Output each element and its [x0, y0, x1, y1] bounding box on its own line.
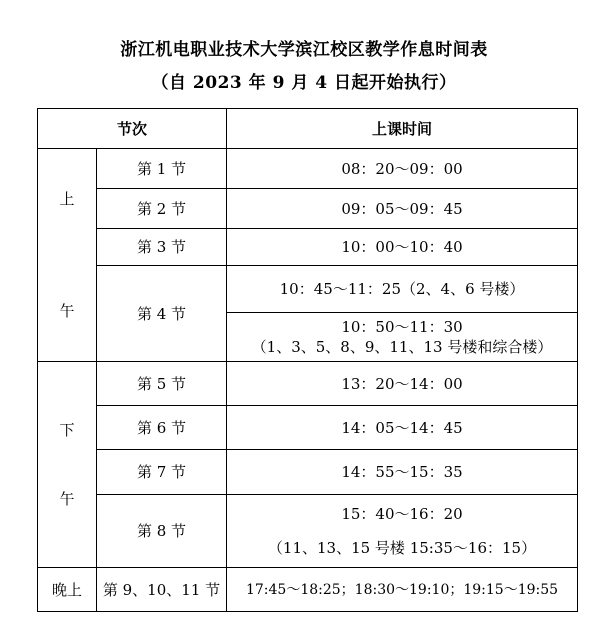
row-time-line2: （11、13、15 号楼 15:35～16：15）: [267, 539, 537, 557]
row-label: 第 2 节: [97, 189, 227, 229]
table-row: [38, 495, 578, 568]
period-morning: [38, 149, 97, 362]
row-time: [227, 495, 578, 568]
row-time: 14：55～15：35: [227, 450, 578, 495]
row-label: 第 1 节: [97, 149, 227, 189]
row-label: 第 4 节: [97, 266, 227, 362]
row-time-line1: 15：40～16：20: [341, 505, 463, 523]
row-label: 第 9、10、11 节: [97, 568, 227, 612]
row-label: 第 6 节: [97, 406, 227, 450]
row-time: 08：20～09：00: [227, 149, 578, 189]
row-time: 13：20～14：00: [227, 362, 578, 406]
table-row: [38, 189, 578, 229]
table-row: [38, 229, 578, 266]
period-morning-char-1: 上: [59, 190, 75, 208]
period-afternoon: [38, 362, 97, 568]
row-time-a: 10：45～11：25（2、4、6 号楼）: [279, 280, 525, 298]
page-subtitle: （自 2023 年 9 月 4 日起开始执行）: [151, 73, 457, 93]
table-row: [38, 149, 578, 189]
table-row: [38, 362, 578, 406]
row-label: 第 3 节: [97, 229, 227, 266]
row-label: 第 7 节: [97, 450, 227, 495]
header-time: 上课时间: [227, 109, 578, 149]
row-time-b-line1: 10：50～11：30: [341, 318, 463, 336]
row-time: 17:45～18:25；18:30～19:10；19:15～19:55: [227, 568, 578, 612]
table-row: [38, 266, 578, 362]
row-time-b: [227, 312, 577, 361]
period-morning-char-2: 午: [59, 302, 75, 320]
table-row: [38, 450, 578, 495]
table-row: [38, 406, 578, 450]
page-title: 浙江机电职业技术大学滨江校区教学作息时间表: [120, 40, 488, 60]
row-time-split: [227, 266, 578, 362]
period-afternoon-char-2: 午: [59, 490, 75, 508]
period-afternoon-char-1: 下: [59, 421, 75, 439]
row-time: 10：00～10：40: [227, 229, 578, 266]
row-time: 14：05～14：45: [227, 406, 578, 450]
row-time: 09：05～09：45: [227, 189, 578, 229]
row-time-b-line2: （1、3、5、8、9、11、13 号楼和综合楼）: [251, 338, 553, 356]
row-label: 第 5 节: [97, 362, 227, 406]
schedule-table: [37, 108, 578, 612]
table-header-row: [38, 109, 578, 149]
row-label: 第 8 节: [97, 495, 227, 568]
period-evening: 晚上: [38, 568, 97, 612]
table-row: [38, 568, 578, 612]
header-section: 节次: [38, 109, 227, 149]
